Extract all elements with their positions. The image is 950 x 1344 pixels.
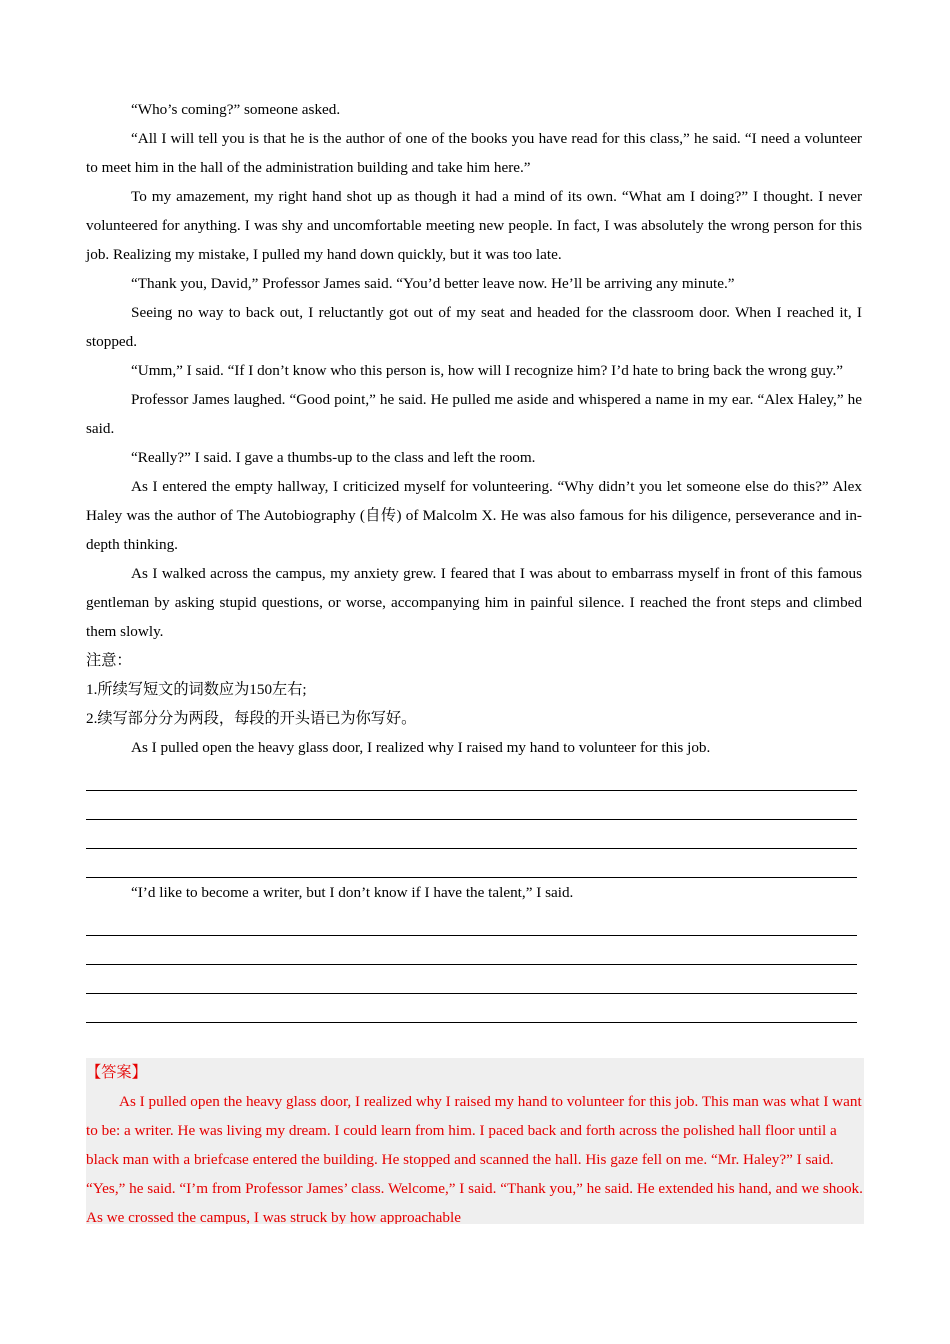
writing-line <box>86 762 857 791</box>
passage-paragraph-2: “All I will tell you is that he is the author of one of the books you have read for this class,” he said. “I need a volunteer to meet him in the hall of the administration building and take him here.” <box>86 130 862 176</box>
writing-line <box>86 849 857 878</box>
writing-line <box>86 965 857 994</box>
passage-paragraph-5: Seeing no way to back out, I reluctantly got out of my seat and headed for the classroom door. When I reached it, I stopped. <box>86 304 862 350</box>
continuation-prompt-2: “I’d like to become a writer, but I don’t know if I have the talent,” I said. <box>131 884 574 901</box>
answer-text: As I pulled open the heavy glass door, I realized why I raised my hand to volunteer for this job. This man was what I want to be: a writer. He was living my dream. I could learn from him. I paced back and forth across the polished hall floor until a black man with a briefcase entered the building. He stopped and scanned the hall. His gaze fell on me. “Mr. Haley?” I said. “Yes,” he said. “I’m from Professor James’ class. Welcome,” I said. “Thank you,” he said. He extended his hand, and we shook. As we crossed the campus, I was struck by how approachable <box>86 1093 863 1224</box>
writing-line <box>86 791 857 820</box>
notes-heading: 注意： <box>86 652 132 669</box>
answer-label: 【答案】 <box>86 1064 147 1081</box>
answer-section <box>86 1058 864 1224</box>
writing-lines-2 <box>86 907 862 1023</box>
notes-item-2: 2.续写部分分为两段，每段的开头语已为你写好。 <box>86 710 417 727</box>
writing-line <box>86 820 857 849</box>
writing-line <box>86 907 857 936</box>
notes-item-1: 1.所续写短文的词数应为150左右; <box>86 681 307 698</box>
writing-line <box>86 936 857 965</box>
continuation-prompt-1: As I pulled open the heavy glass door, I realized why I raised my hand to volunteer for this job. <box>131 739 711 756</box>
passage-paragraph-9: As I entered the empty hallway, I criticized myself for volunteering. “Why didn’t you let someone else do this?” Alex Haley was the author of The Autobiography (自传) of Malcolm X. He was also famous for his diligence, perseverance and in-depth thinking. <box>86 478 862 553</box>
passage-body <box>86 95 862 1023</box>
passage-paragraph-10: As I walked across the campus, my anxiety grew. I feared that I was about to embarrass myself in front of this famous gentleman by asking stupid questions, or worse, accompanying him in painful silence. I reached the front steps and climbed them slowly. <box>86 565 862 640</box>
passage-paragraph-4: “Thank you, David,” Professor James said. “You’d better leave now. He’ll be arriving any minute.” <box>131 275 735 292</box>
passage-paragraph-3: To my amazement, my right hand shot up as though it had a mind of its own. “What am I doing?” I thought. I never volunteered for anything. I was shy and uncomfortable meeting new people. In fact, I was absolutely the wrong person for this job. Realizing my mistake, I pulled my hand down quickly, but it was too late. <box>86 188 862 263</box>
passage-paragraph-6: “Umm,” I said. “If I don’t know who this person is, how will I recognize him? I’d hate to bring back the wrong guy.” <box>131 362 843 379</box>
writing-line <box>86 994 857 1023</box>
writing-lines-1 <box>86 762 862 878</box>
passage-paragraph-1: “Who’s coming?” someone asked. <box>131 101 341 118</box>
passage-paragraph-8: “Really?” I said. I gave a thumbs-up to the class and left the room. <box>131 449 536 466</box>
passage-paragraph-7: Professor James laughed. “Good point,” he said. He pulled me aside and whispered a name in my ear. “Alex Haley,” he said. <box>86 391 862 437</box>
